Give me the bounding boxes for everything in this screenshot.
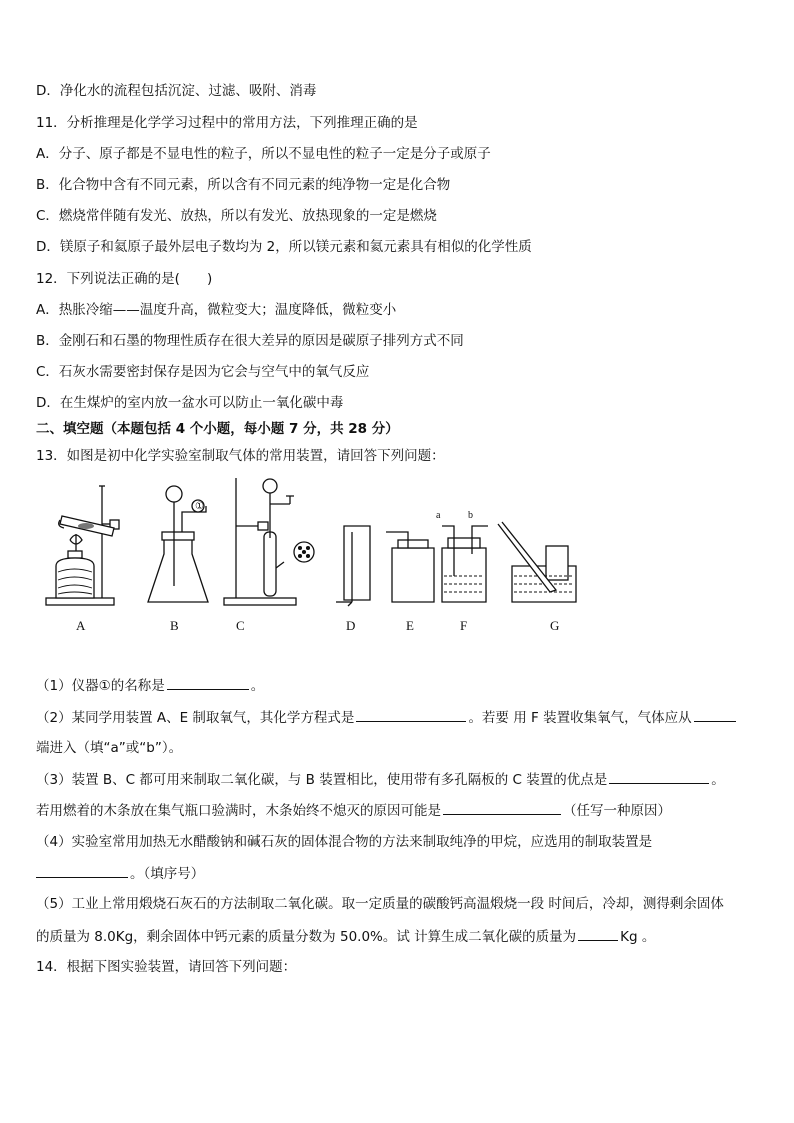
label-d: D	[346, 618, 356, 633]
answer-blank-reason[interactable]	[443, 800, 561, 815]
port-b-label: b	[468, 510, 473, 521]
label-f: F	[460, 618, 468, 633]
q13-part2-cont: 端进入（填“a”或“b”）。	[36, 740, 183, 756]
label-g: G	[550, 618, 560, 633]
q13-part2-mid: 。若要 用 F 装置收集氧气，气体应从	[468, 710, 692, 726]
apparatus-g	[498, 522, 576, 602]
apparatus-f	[436, 510, 488, 602]
answer-blank-port[interactable]	[694, 707, 736, 722]
q13-part3	[36, 769, 725, 790]
option-11b: B．化合物中含有不同元素，所以含有不同元素的纯净物一定是化合物	[36, 177, 451, 193]
option-12c: C．石灰水需要密封保存是因为它会与空气中的氧气反应	[36, 364, 370, 380]
q13-part1-text: （1）仪器①的名称是	[36, 678, 165, 694]
port-a-label: a	[436, 510, 441, 521]
answer-blank-1[interactable]	[167, 675, 249, 690]
apparatus-d	[336, 526, 370, 606]
q13-part3-cont-text: 若用燃着的木条放在集气瓶口验满时，木条始终不熄灭的原因可能是	[36, 803, 441, 819]
label-b: B	[170, 618, 179, 633]
answer-blank-advantage[interactable]	[609, 769, 709, 784]
q13-part1-end: 。	[250, 678, 265, 694]
label-e: E	[406, 618, 414, 633]
question-13-stem: 13．如图是初中化学实验室制取气体的常用装置，请回答下列问题：	[36, 448, 445, 464]
q13-part2-text: （2）某同学用装置 A、E 制取氧气，其化学方程式是	[36, 710, 355, 726]
section-heading-fill-in: 二、填空题（本题包括 4 个小题，每小题 7 分，共 28 分）	[36, 421, 399, 437]
option-12d: D．在生煤炉的室内放一盆水可以防止一氧化碳中毒	[36, 395, 344, 411]
q13-part4: （4）实验室常用加热无水醋酸钠和碱石灰的固体混合物的方法来制取纯净的甲烷，应选用的制取装置是	[36, 834, 653, 850]
q13-part1	[36, 675, 264, 696]
q13-part3-text: （3）装置 B、C 都可用来制取二氧化碳，与 B 装置相比，使用带有多孔隔板的 C 装置的优点是	[36, 772, 608, 788]
circle-one-label: ①	[195, 501, 204, 512]
answer-blank-mass[interactable]	[578, 926, 618, 941]
lab-apparatus-figure	[36, 476, 596, 646]
q13-part5-cont-text: 的质量为 8.0Kg，剩余固体中钙元素的质量分数为 50.0%。试 计算生成二氧化碳的质量为	[36, 929, 577, 945]
answer-blank-device[interactable]	[36, 863, 128, 878]
question-12-stem: 12．下列说法正确的是( )	[36, 271, 213, 287]
answer-blank-equation[interactable]	[356, 707, 466, 722]
apparatus-c	[224, 478, 314, 605]
option-12a: A．热胀冷缩——温度升高，微粒变大；温度降低，微粒变小	[36, 302, 397, 318]
q13-part5: （5）工业上常用煅烧石灰石的方法制取二氧化碳。取一定质量的碳酸钙高温煅烧一段 时间后，冷却，测得剩余固体	[36, 896, 724, 912]
label-a: A	[76, 618, 86, 633]
apparatus-b	[148, 486, 208, 602]
question-11-stem: 11．分析推理是化学学习过程中的常用方法，下列推理正确的是	[36, 115, 418, 131]
option-11c: C．燃烧常伴随有发光、放热，所以有发光、放热现象的一定是燃烧	[36, 208, 437, 224]
option-11a: A．分子、原子都是不显电性的粒子，所以不显电性的粒子一定是分子或原子	[36, 146, 491, 162]
q13-part4-cont	[36, 863, 204, 884]
q13-part3-end: 。	[711, 772, 725, 788]
q13-part2	[36, 707, 738, 728]
q13-part5-unit: Kg 。	[620, 929, 656, 945]
q13-part4-note: 。（填序号）	[130, 866, 205, 882]
apparatus-e	[386, 532, 434, 602]
option-11d: D．镁原子和氦原子最外层电子数均为 2，所以镁元素和氦元素具有相似的化学性质	[36, 239, 532, 255]
q13-part3-note: （任写一种原因）	[563, 803, 671, 819]
question-14-stem: 14．根据下图实验装置，请回答下列问题：	[36, 959, 297, 975]
label-c: C	[236, 618, 245, 633]
q13-part5-cont	[36, 926, 655, 947]
option-12b: B．金刚石和石墨的物理性质存在很大差异的原因是碳原子排列方式不同	[36, 333, 464, 349]
apparatus-a	[46, 486, 119, 605]
option-10d: D．净化水的流程包括沉淀、过滤、吸附、消毒	[36, 83, 317, 99]
q13-part3-cont	[36, 800, 671, 821]
